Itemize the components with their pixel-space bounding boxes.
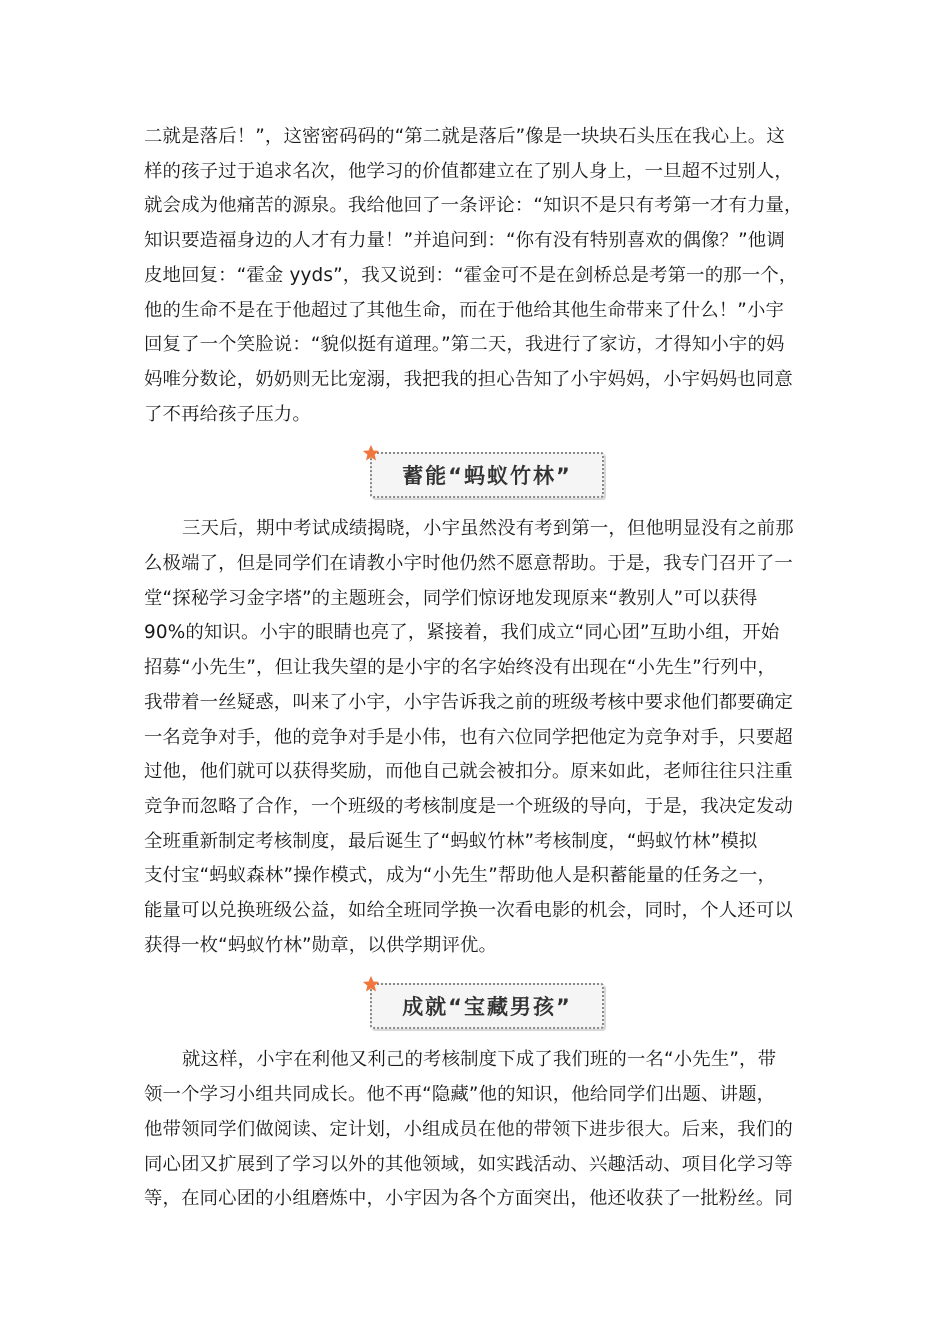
text-line: 他带领同学们做阅读、定计划，小组成员在他的带领下进步很大。后来，我们的 (144, 1118, 793, 1140)
paragraph-3 (144, 1043, 809, 1217)
text-line: 就会成为他痛苦的源泉。我给他回了一条评论：“知识不是只有考第一才有力量， (144, 195, 803, 217)
paragraph-2 (144, 512, 809, 963)
text-line: 同心团又扩展到了学习以外的其他领域，如实践活动、兴趣活动、项目化学习等 (144, 1153, 793, 1175)
text-line: 了不再给孩子压力。 (144, 403, 311, 425)
document-body (144, 120, 809, 1217)
text-line: 获得一枚“蚂蚁竹林”勋章，以供学期评优。 (144, 934, 498, 956)
text-line: 皮地回复：“霍金 yyds”，我又说到：“霍金可不是在剑桥总是考第一的那一个， (144, 264, 798, 286)
text-line: 二就是落后！”，这密密码码的“第二就是落后”像是一块块石头压在我心上。这 (144, 126, 785, 147)
text-line: 他的生命不是在于他超过了其他生命，而在于他给其他生命带来了什么！”小宇 (144, 299, 785, 321)
heading-box (370, 452, 604, 498)
text-line: 三天后，期中考试成绩揭晓，小宇虽然没有考到第一，但他明显没有之前那 (182, 518, 794, 540)
heading-title: 成就“宝藏男孩” (402, 995, 572, 1020)
heading-title: 蓄能“蚂蚁竹林” (402, 464, 572, 489)
text-line: 全班重新制定考核制度，最后诞生了“蚂蚁竹林”考核制度，“蚂蚁竹林”模拟 (144, 830, 758, 852)
text-line: 招募“小先生”，但让我失望的是小宇的名字始终没有出现在“小先生”行列中， (144, 657, 777, 679)
paragraph-1 (144, 120, 809, 432)
text-line: 等，在同心团的小组磨炼中，小宇因为各个方面突出，他还收获了一批粉丝。同 (144, 1188, 793, 1210)
text-line: 我带着一丝疑惑，叫来了小宇，小宇告诉我之前的班级考核中要求他们都要确定 (144, 691, 793, 713)
text-line: 回复了一个笑脸说：“貌似挺有道理。”第二天，我进行了家访，才得知小宇的妈 (144, 334, 785, 356)
text-line: 竞争而忽略了合作，一个班级的考核制度是一个班级的导向，于是，我决定发动 (144, 795, 793, 817)
text-line: 一名竞争对手，他的竞争对手是小伟，也有六位同学把他定为竞争对手，只要超 (144, 726, 793, 748)
text-line: 堂“探秘学习金字塔”的主题班会，同学们惊讶地发现原来“教别人”可以获得 (144, 587, 758, 609)
section-heading-1 (144, 444, 809, 502)
section-heading-2 (144, 975, 809, 1033)
text-line: 支付宝“蚂蚁森林”操作模式，成为“小先生”帮助他人是积蓄能量的任务之一， (144, 865, 777, 887)
text-line: 领一个学习小组共同成长。他不再“隐藏”他的知识，他给同学们出题、讲题， (144, 1084, 776, 1106)
heading-box (370, 983, 604, 1029)
text-line: 样的孩子过于追求名次，他学习的价值都建立在了别人身上，一旦超不过别人， (144, 160, 793, 182)
text-line: 就这样，小宇在利他又利己的考核制度下成了我们班的一名“小先生”，带 (182, 1049, 777, 1071)
text-line: 么极端了，但是同学们在请教小宇时他仍然不愿意帮助。于是，我专门召开了一 (144, 553, 793, 575)
text-line: 知识要造福身边的人才有力量！”并追问到：“你有没有特别喜欢的偶像？”他调 (144, 230, 785, 252)
text-line: 能量可以兑换班级公益，如给全班同学换一次看电影的机会，同时，个人还可以 (144, 900, 793, 922)
text-line: 妈唯分数论，奶奶则无比宠溺，我把我的担心告知了小宇妈妈，小宇妈妈也同意 (144, 368, 793, 390)
star-icon (362, 975, 380, 993)
star-icon (362, 444, 380, 462)
text-line: 90%的知识。小宇的眼睛也亮了，紧接着，我们成立“同心团”互助小组，开始 (144, 622, 780, 644)
text-line: 过他，他们就可以获得奖励，而他自己就会被扣分。原来如此，老师往往只注重 (144, 761, 793, 783)
